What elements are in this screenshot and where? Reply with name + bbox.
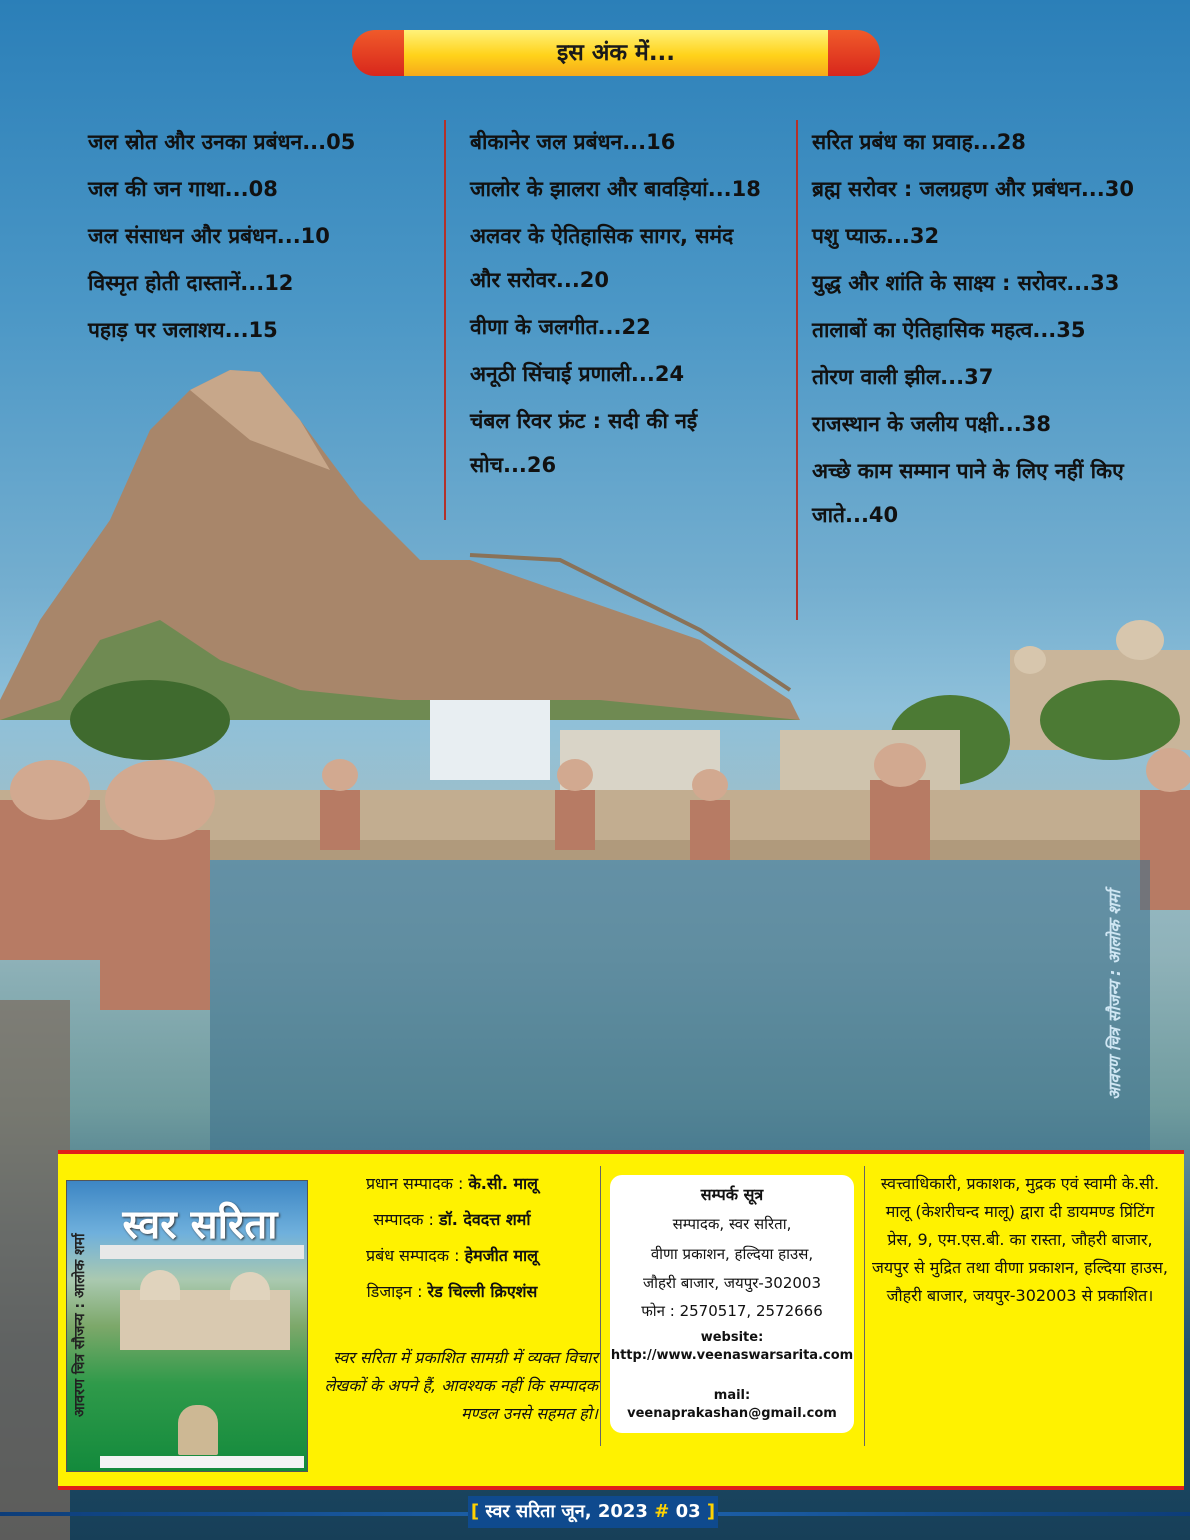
toc-item[interactable]: जालोर के झालरा और बावड़ियां...18: [470, 177, 761, 201]
disclaimer: स्वर सरिता में प्रकाशित सामग्री में व्यक्त विचार लेखकों के अपने हैं, आवश्यक नहीं कि सम्पादक मण्डल उनसे सहमत हो।: [324, 1348, 598, 1423]
column-divider: [444, 120, 446, 520]
design-label: डिजाइन :: [366, 1282, 423, 1301]
toc-item[interactable]: तालाबों का ऐतिहासिक महत्व...35: [812, 318, 1086, 342]
photo-credit: आवरण चित्र सौजन्य : आलोक शर्मा: [1105, 890, 1124, 1100]
toc-item[interactable]: अनूठी सिंचाई प्रणाली...24: [470, 362, 685, 386]
toc-item[interactable]: वीणा के जलगीत...22: [470, 315, 651, 339]
toc-item[interactable]: सरित प्रबंध का प्रवाह...28: [812, 130, 1026, 154]
publisher-note: स्वत्त्वाधिकारी, प्रकाशक, मुद्रक एवं स्वामी के.सी. मालू (केशरीचन्द मालू) द्वारा दी डायमण्ड प्रिंटिंग प्रेस, 9, एम.एस.बी. का रास्ता, जौहरी बाजार, जयपुर से मुद्रित तथा वीणा प्रकाशन, हल्दिया हाउस, जौहरी बाजार, जयपुर-302003 से प्रकाशित।: [872, 1174, 1168, 1305]
column-divider: [796, 120, 798, 620]
toc-item[interactable]: विस्मृत होती दास्तानें...12: [88, 271, 294, 295]
toc-column-2: [470, 120, 770, 490]
design-name: रेड चिल्ली क्रिएशंस: [427, 1282, 538, 1301]
page-number: 03: [675, 1501, 701, 1522]
toc-item[interactable]: जल की जन गाथा...08: [88, 177, 278, 201]
cover-thumbnail-title: स्वर सरिता: [122, 1202, 278, 1248]
website-link[interactable]: http://www.veenaswarsarita.com: [610, 1348, 854, 1363]
toc-item[interactable]: ब्रह्म सरोवर : जलग्रहण और प्रबंधन...30: [812, 177, 1134, 201]
toc-item[interactable]: अलवर के ऐतिहासिक सागर, समंद और सरोवर...20: [470, 224, 734, 292]
mail-link[interactable]: veenaprakashan@gmail.com: [627, 1406, 837, 1421]
contact-line: जौहरी बाजार, जयपुर-302003: [642, 1274, 822, 1292]
toc-column-3: [812, 120, 1142, 540]
toc-item[interactable]: तोरण वाली झील...37: [812, 365, 994, 389]
editor-label: सम्पादक :: [373, 1210, 434, 1229]
footer-label: [ स्वर सरिता जून, 2023 # 03 ]: [470, 1501, 716, 1522]
toc-item[interactable]: चंबल रिवर फ्रंट : सदी की नई सोच...26: [470, 409, 698, 477]
managing-editor-label: प्रबंध सम्पादक :: [365, 1246, 460, 1265]
contact-phone: फोन : 2570517, 2572666: [641, 1302, 823, 1320]
toc-item[interactable]: जल स्रोत और उनका प्रबंधन...05: [88, 130, 356, 154]
footer-hash: #: [654, 1501, 670, 1522]
website-label: website:: [700, 1330, 764, 1345]
cover-thumbnail-credit: आवरण चित्र सौजन्य : आलोक शर्मा: [72, 1233, 88, 1417]
divider: [864, 1166, 865, 1446]
toc-item[interactable]: पशु प्याऊ...32: [812, 224, 940, 248]
chief-editor-label: प्रधान सम्पादक :: [365, 1174, 464, 1193]
toc-item[interactable]: जल संसाधन और प्रबंधन...10: [88, 224, 330, 248]
divider: [600, 1166, 601, 1446]
toc-item[interactable]: राजस्थान के जलीय पक्षी...38: [812, 412, 1051, 436]
toc-item[interactable]: पहाड़ पर जलाशय...15: [88, 318, 278, 342]
chief-editor-name: के.सी. मालू: [468, 1174, 539, 1193]
mail-label: mail:: [713, 1388, 751, 1403]
managing-editor-name: हेमजीत मालू: [464, 1246, 539, 1265]
toc-item[interactable]: बीकानेर जल प्रबंधन...16: [470, 130, 676, 154]
contact-line: वीणा प्रकाशन, हल्दिया हाउस,: [650, 1245, 814, 1263]
section-header: [352, 30, 880, 76]
contact-heading: सम्पर्क सूत्र: [700, 1185, 764, 1204]
contact-line: सम्पादक, स्वर सरिता,: [672, 1215, 792, 1233]
editorial-staff: [316, 1166, 588, 1310]
section-title: इस अंक में...: [556, 40, 676, 66]
editor-name: डॉ. देवदत्त शर्मा: [439, 1210, 531, 1229]
toc-item[interactable]: युद्ध और शांति के साक्ष्य : सरोवर...33: [812, 271, 1120, 295]
toc-column-1: [88, 120, 428, 355]
footer-issue: स्वर सरिता जून, 2023: [485, 1501, 648, 1522]
toc-item[interactable]: अच्छे काम सम्मान पाने के लिए नहीं किए जाते...40: [812, 459, 1124, 527]
